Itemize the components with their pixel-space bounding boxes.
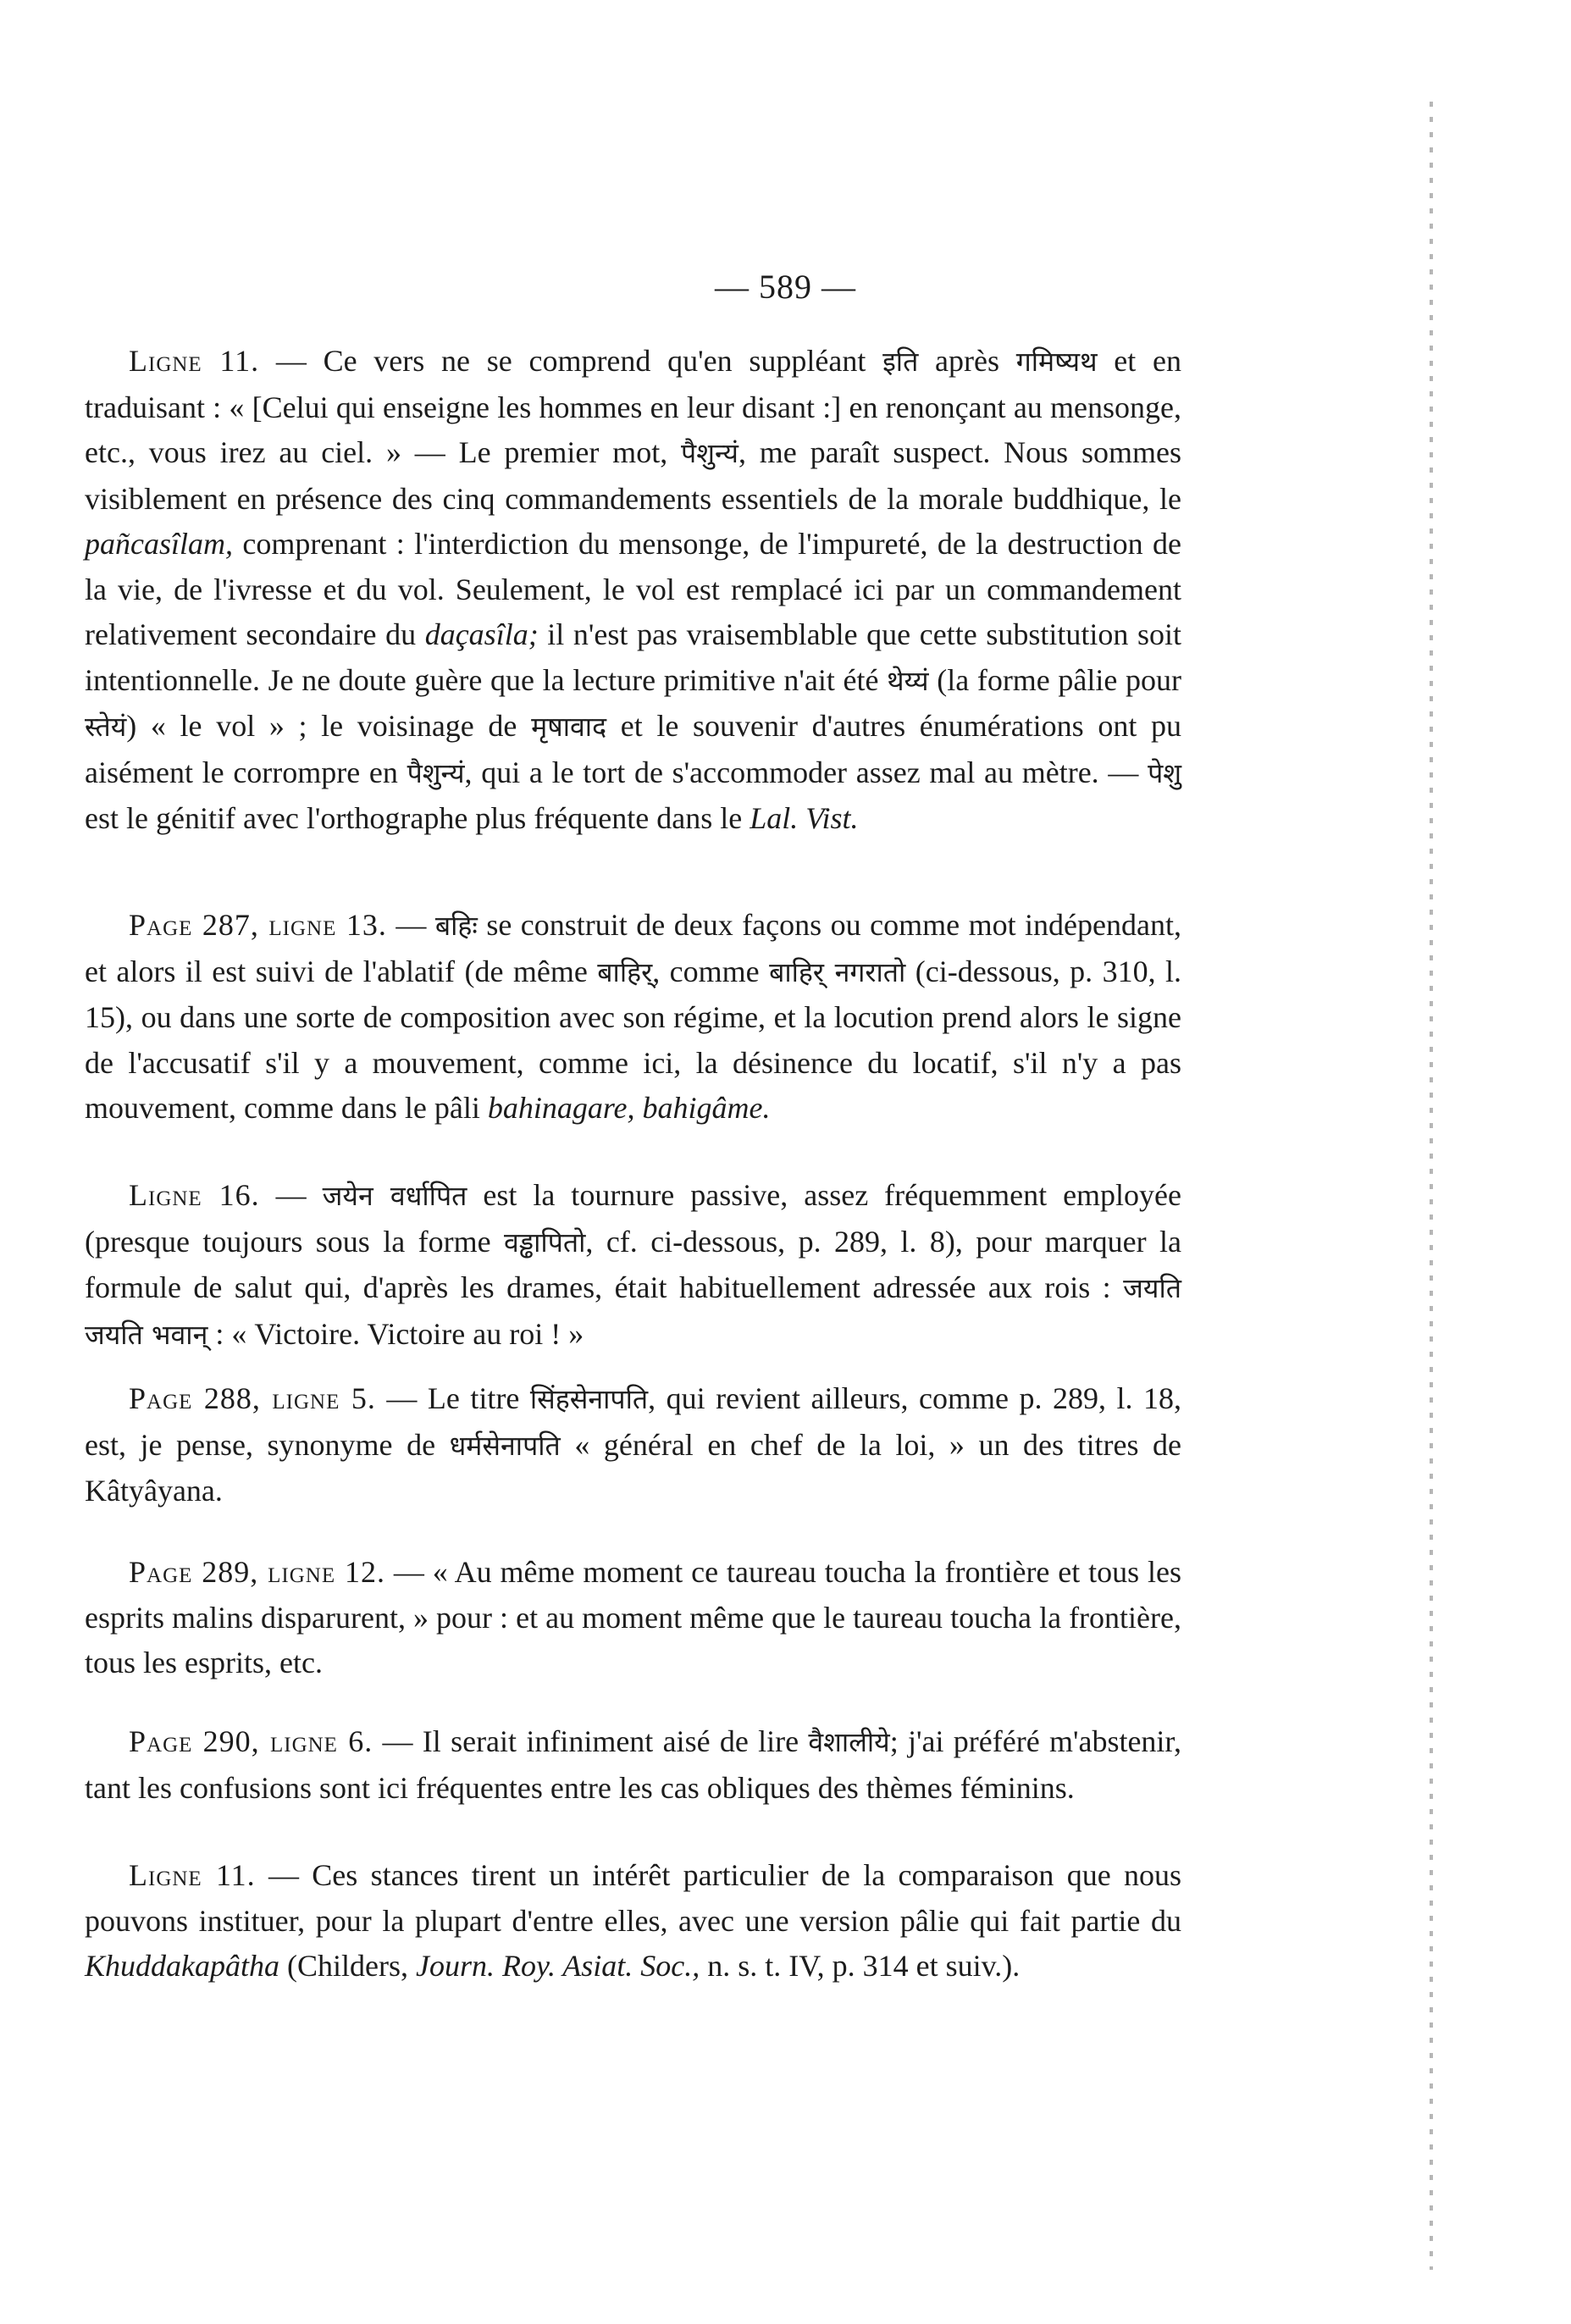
sanskrit-word: जयेन वर्धापित (322, 1180, 467, 1212)
sanskrit-word: बहिः (434, 910, 478, 942)
note-paragraph: Ligne 11. — Ces stances tirent un intérêt particulier de la comparaison que nous pouvons instituer, pour la plupart d'entre elles, avec une version pâlie qui fait partie du Khuddakapâtha (Childers, Journ. Roy. Asiat. Soc., n. s. t. IV, p. 314 et suiv.). (85, 1858, 1182, 1983)
note-paragraph: Ligne 11. — Ce vers ne se comprend qu'en suppléant इति après गमिष्यथ et en traduisant : « [Celui qui enseigne les hommes en leur disant :] en renonçant au mensonge, etc., vous irez au ciel. » — Le premier mot, पैशुन्यं, me paraît suspect. Nous sommes visiblement en présence des cinq commandements essentiels de la morale buddhique, le pañcasîlam, comprenant : l'interdiction du mensonge, de l'impureté, de la destruction de la vie, de l'ivresse et du vol. Seulement, le vol est remplacé ici par un commandement relativement secondaire du daçasîla; il n'est pas vraisemblable que cette substitution soit intentionnelle. Je ne doute guère que la lecture primitive n'ait été थेय्यं (la forme pâlie pour स्तेयं) « le vol » ; le voisinage de मृषावाद et le souvenir d'autres énumérations ont pu aisément le corrompre en पैशुन्यं, qui a le tort de s'accommoder assez mal au mètre. — पेशु est le génitif avec l'orthographe plus fréquente dans le Lal. Vist. (85, 344, 1182, 835)
note-reference: Page 288, ligne 5. (129, 1381, 376, 1415)
sanskrit-word: गमिष्यथ (1015, 346, 1098, 378)
note-paragraph: Page 288, ligne 5. — Le titre सिंहसेनापति, qui revient ailleurs, comme p. 289, l. 18, est, je pense, synonyme de धर्मसेनापति « général en chef de la loi, » un des titres de Kâtyâyana. (85, 1381, 1181, 1508)
note-paragraph: Page 289, ligne 12. — « Au même moment ce taureau toucha la frontière et tous les esprits malins disparurent, » pour : et au moment même que le taureau toucha la frontière, tous les esprits, etc. (85, 1555, 1181, 1679)
note-reference: Ligne 16. (129, 1178, 260, 1212)
work-title: Khuddakapâtha (85, 1949, 279, 1983)
sanskrit-word: थेय्यं (887, 664, 929, 697)
pali-term: daçasîla; (424, 617, 539, 651)
sanskrit-word: पेशु (1148, 756, 1181, 789)
note-reference: Page 290, ligne 6. (129, 1724, 373, 1758)
sanskrit-word: सिंहसेनापति (529, 1383, 649, 1415)
note-paragraph: Page 287, ligne 13. — बहिः se construit de deux façons ou comme mot indépendant, et alors il est suivi de l'ablatif (de même बाहिर्, comme बाहिर् नगरातो (ci-dessous, p. 310, l. 15), ou dans une sorte de composition avec son régime, et la locution prend alors le signe de l'accusatif s'il y a mouvement, comme ici, la désinence du locatif, s'il n'y a pas mouvement, comme dans le pâli bahinagare, bahigâme. (85, 908, 1182, 1125)
note-ligne-11 (85, 339, 1181, 842)
work-title: Lal. Vist. (750, 801, 859, 835)
note-page-290-ligne-6 (85, 1719, 1181, 1811)
pali-term: bahinagare, bahigâme. (487, 1091, 771, 1125)
sanskrit-word: वैशालीये (808, 1726, 890, 1758)
sanskrit-word: स्तेयं (85, 711, 127, 743)
note-reference: Ligne 11. (129, 1858, 256, 1892)
scanned-page-edge (1430, 102, 1433, 2270)
note-paragraph: Ligne 16. — जयेन वर्धापित est la tournure passive, assez fréquemment employée (presque toujours sous la forme वड्ढापितो, cf. ci-dessous, p. 289, l. 8), pour marquer la formule de salut qui, d'après les drames, était habituellement adressée aux rois : जयति जयति भवान् : « Victoire. Victoire au roi ! » (85, 1178, 1182, 1351)
journal-title: Journ. Roy. Asiat. Soc., (415, 1949, 700, 1983)
note-reference: Ligne 11. (129, 344, 260, 378)
pali-term: pañcasîlam, (85, 527, 233, 561)
sanskrit-word: पैशुन्यं (407, 756, 465, 789)
sanskrit-word: बाहिर् (597, 955, 653, 988)
note-page-289-ligne-12 (85, 1550, 1181, 1686)
page-number: — 589 — (715, 268, 856, 306)
sanskrit-word: इति (882, 346, 919, 378)
sanskrit-word: जयति जयति भवान् (85, 1272, 1181, 1351)
note-ligne-16 (85, 1173, 1181, 1358)
sanskrit-word: बाहिर् नगरातो (769, 955, 906, 988)
note-reference: Page 289, ligne 12. (129, 1555, 385, 1589)
note-page-287-ligne-13 (85, 903, 1181, 1132)
sanskrit-word: मृषावाद (531, 711, 607, 743)
note-reference: Page 287, ligne 13. (129, 908, 387, 942)
note-paragraph: Page 290, ligne 6. — Il serait infiniment aisé de lire वैशालीये; j'ai préféré m'abstenir, tant les confusions sont ici fréquentes entre les cas obliques des thèmes féminins. (85, 1724, 1181, 1805)
sanskrit-word: धर्मसेनापति (449, 1429, 561, 1462)
note-page-288-ligne-5 (85, 1376, 1181, 1514)
note-ligne-11-stances (85, 1853, 1181, 1989)
sanskrit-word: पैशुन्यं (681, 437, 738, 469)
sanskrit-word: वड्ढापितो (503, 1226, 586, 1259)
